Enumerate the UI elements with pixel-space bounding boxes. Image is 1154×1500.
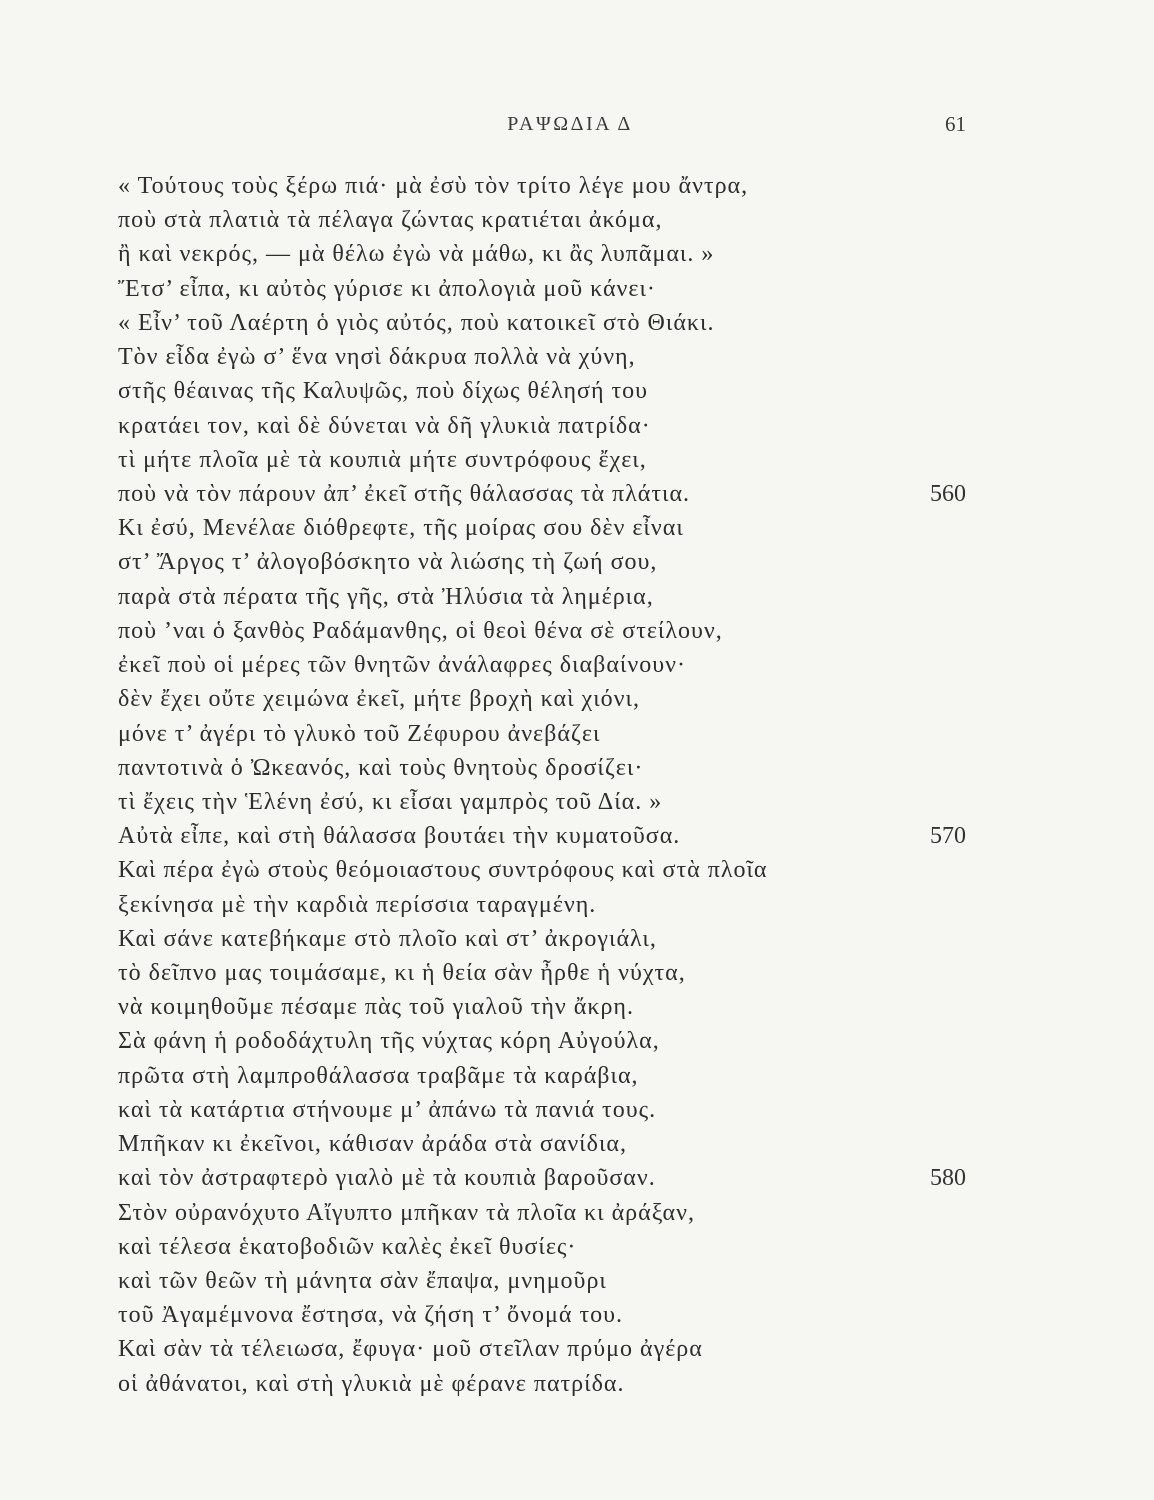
verse-line bbox=[0, 717, 1154, 751]
verse-line bbox=[0, 306, 1154, 340]
verse-line bbox=[0, 1196, 1154, 1230]
verse-text: ποὺ ’ναι ὁ ξανθὸς Ραδάμανθης, οἱ θεοὶ θένα σὲ στείλουν, bbox=[118, 617, 723, 644]
verse-text: Στὸν οὐρανόχυτο Αἴγυπτο μπῆκαν τὰ πλοῖα κι ἀράξαν, bbox=[118, 1199, 695, 1226]
verse-text: Καὶ σὰν τὰ τέλειωσα, ἔφυγα· μοῦ στεῖλαν πρύμο ἀγέρα bbox=[118, 1336, 703, 1363]
line-number: 580 bbox=[930, 1165, 966, 1192]
verse-text: στ’ Ἄργος τ’ ἀλογοβόσκητο νὰ λιώσης τὴ ζωή σου, bbox=[118, 549, 658, 576]
verse-line bbox=[0, 819, 1154, 853]
verse-line bbox=[0, 443, 1154, 477]
verse-line bbox=[0, 1093, 1154, 1127]
verse-text: Τὸν εἶδα ἐγὼ σ’ ἕνα νησὶ δάκρυα πολλὰ νὰ χύνη, bbox=[118, 344, 636, 371]
verse-line bbox=[0, 648, 1154, 682]
verse-text: στῆς θέαινας τῆς Καλυψῶς, ποὺ δίχως θέλησή του bbox=[118, 378, 649, 405]
verse-line bbox=[0, 374, 1154, 408]
verse-text: « Εἶν’ τοῦ Λαέρτη ὁ γιὸς αὐτός, ποὺ κατοικεῖ στὸ Θιάκι. bbox=[118, 309, 715, 336]
verse-text: οἱ ἀθάνατοι, καὶ στὴ γλυκιὰ μὲ φέρανε πατρίδα. bbox=[118, 1370, 625, 1397]
verse-line bbox=[0, 785, 1154, 819]
page-number: 61 bbox=[945, 112, 966, 136]
verse-line bbox=[0, 1127, 1154, 1161]
verse-line bbox=[0, 545, 1154, 579]
verse-text: ἢ καὶ νεκρός, — μὰ θέλω ἐγὼ νὰ μάθω, κι ἂς λυπᾶμαι. » bbox=[118, 241, 715, 268]
verse-line bbox=[0, 272, 1154, 306]
verse-line bbox=[0, 1059, 1154, 1093]
verse-text: τοῦ Ἀγαμέμνονα ἔστησα, νὰ ζήση τ’ ὄνομά του. bbox=[118, 1302, 623, 1329]
verse-line bbox=[0, 340, 1154, 374]
verse-line bbox=[0, 1024, 1154, 1058]
verse-text: Καὶ σάνε κατεβήκαμε στὸ πλοῖο καὶ στ’ ἀκρογιάλι, bbox=[118, 925, 657, 952]
verse-line bbox=[0, 1332, 1154, 1366]
verse-line bbox=[0, 956, 1154, 990]
verse-line bbox=[0, 751, 1154, 785]
verse-text: καὶ τῶν θεῶν τὴ μάνητα σὰν ἔπαψα, μνημοῦρι bbox=[118, 1268, 607, 1294]
verse-line bbox=[0, 169, 1154, 203]
line-number: 570 bbox=[930, 823, 966, 850]
verse-line bbox=[0, 1161, 1154, 1195]
verse-text: πρῶτα στὴ λαμπροθάλασσα τραβᾶμε τὰ καράβια, bbox=[118, 1062, 639, 1089]
verse-text: τὸ δεῖπνο μας τοιμάσαμε, κι ἡ θεία σὰν ἦρθε ἡ νύχτα, bbox=[118, 960, 686, 987]
verse-text: Καὶ πέρα ἐγὼ στοὺς θεόμοιαστους συντρόφους καὶ στὰ πλοῖα bbox=[118, 857, 768, 884]
verse-block bbox=[0, 169, 1154, 1401]
verse-line bbox=[0, 1230, 1154, 1264]
verse-line bbox=[0, 682, 1154, 716]
verse-line bbox=[0, 853, 1154, 887]
verse-line bbox=[0, 203, 1154, 237]
verse-line bbox=[0, 888, 1154, 922]
verse-line bbox=[0, 990, 1154, 1024]
verse-text: παρὰ στὰ πέρατα τῆς γῆς, στὰ Ἠλύσια τὰ λημέρια, bbox=[118, 583, 654, 610]
verse-line bbox=[0, 511, 1154, 545]
verse-line bbox=[0, 237, 1154, 271]
verse-line bbox=[0, 409, 1154, 443]
verse-text: νὰ κοιμηθοῦμε πέσαμε πὰς τοῦ γιαλοῦ τὴν ἄκρη. bbox=[118, 994, 634, 1021]
verse-text: καὶ τὰ κατάρτια στήνουμε μ’ ἀπάνω τὰ πανιά τους. bbox=[118, 1096, 657, 1123]
verse-text: ἐκεῖ ποὺ οἱ μέρες τῶν θνητῶν ἀνάλαφρες διαβαίνουν· bbox=[118, 652, 686, 679]
verse-text: ποὺ νὰ τὸν πάρουν ἀπ’ ἐκεῖ στῆς θάλασσας τὰ πλάτια. bbox=[118, 480, 691, 507]
verse-text: μόνε τ’ ἀγέρι τὸ γλυκὸ τοῦ Ζέφυρου ἀνεβάζει bbox=[118, 720, 601, 747]
verse-text: Σὰ φάνη ἡ ροδοδάχτυλη τῆς νύχτας κόρη Αὐγούλα, bbox=[118, 1028, 660, 1055]
verse-text: Ἔτσ’ εἶπα, κι αὐτὸς γύρισε κι ἀπολογιὰ μοῦ κάνει· bbox=[118, 275, 656, 302]
verse-text: κρατάει τον, καὶ δὲ δύνεται νὰ δῆ γλυκιὰ πατρίδα· bbox=[118, 412, 651, 439]
verse-text: καὶ τὸν ἀστραφτερὸ γιαλὸ μὲ τὰ κουπιὰ βαροῦσαν. bbox=[118, 1165, 656, 1192]
verse-text: « Τούτους τοὺς ξέρω πιά· μὰ ἐσὺ τὸν τρίτο λέγε μου ἄντρα, bbox=[118, 173, 749, 199]
verse-line bbox=[0, 1298, 1154, 1332]
verse-text: Αὐτὰ εἶπε, καὶ στὴ θάλασσα βουτάει τὴν κυματοῦσα. bbox=[118, 823, 681, 850]
running-head: ΡΑΨΩΔΙΑ Δ bbox=[507, 113, 633, 135]
verse-line bbox=[0, 922, 1154, 956]
verse-text: ξεκίνησα μὲ τὴν καρδιὰ περίσσια ταραγμένη. bbox=[118, 891, 597, 918]
verse-line bbox=[0, 1367, 1154, 1401]
verse-line bbox=[0, 1264, 1154, 1298]
verse-text: καὶ τέλεσα ἑκατοβοδιῶν καλὲς ἐκεῖ θυσίες· bbox=[118, 1233, 577, 1260]
verse-text: τὶ ἔχεις τὴν Ἑλένη ἐσύ, κι εἶσαι γαμπρὸς τοῦ Δία. » bbox=[118, 788, 663, 815]
verse-line bbox=[0, 614, 1154, 648]
verse-text: παντοτινὰ ὁ Ὠκεανός, καὶ τοὺς θνητοὺς δροσίζει· bbox=[118, 754, 644, 781]
line-number: 560 bbox=[930, 480, 966, 507]
verse-line bbox=[0, 580, 1154, 614]
verse-text: Μπῆκαν κι ἐκεῖνοι, κάθισαν ἀράδα στὰ σανίδια, bbox=[118, 1131, 627, 1158]
verse-line bbox=[0, 477, 1154, 511]
verse-text: τὶ μήτε πλοῖα μὲ τὰ κουπιὰ μήτε συντρόφους ἔχει, bbox=[118, 446, 647, 473]
verse-text: ποὺ στὰ πλατιὰ τὰ πέλαγα ζώντας κρατιέται ἀκόμα, bbox=[118, 207, 663, 234]
verse-text: δὲν ἔχει οὔτε χειμώνα ἐκεῖ, μήτε βροχὴ καὶ χιόνι, bbox=[118, 686, 640, 713]
verse-text: Κι ἐσύ, Μενέλαε διόθρεφτε, τῆς μοίρας σου δὲν εἶναι bbox=[118, 515, 684, 542]
